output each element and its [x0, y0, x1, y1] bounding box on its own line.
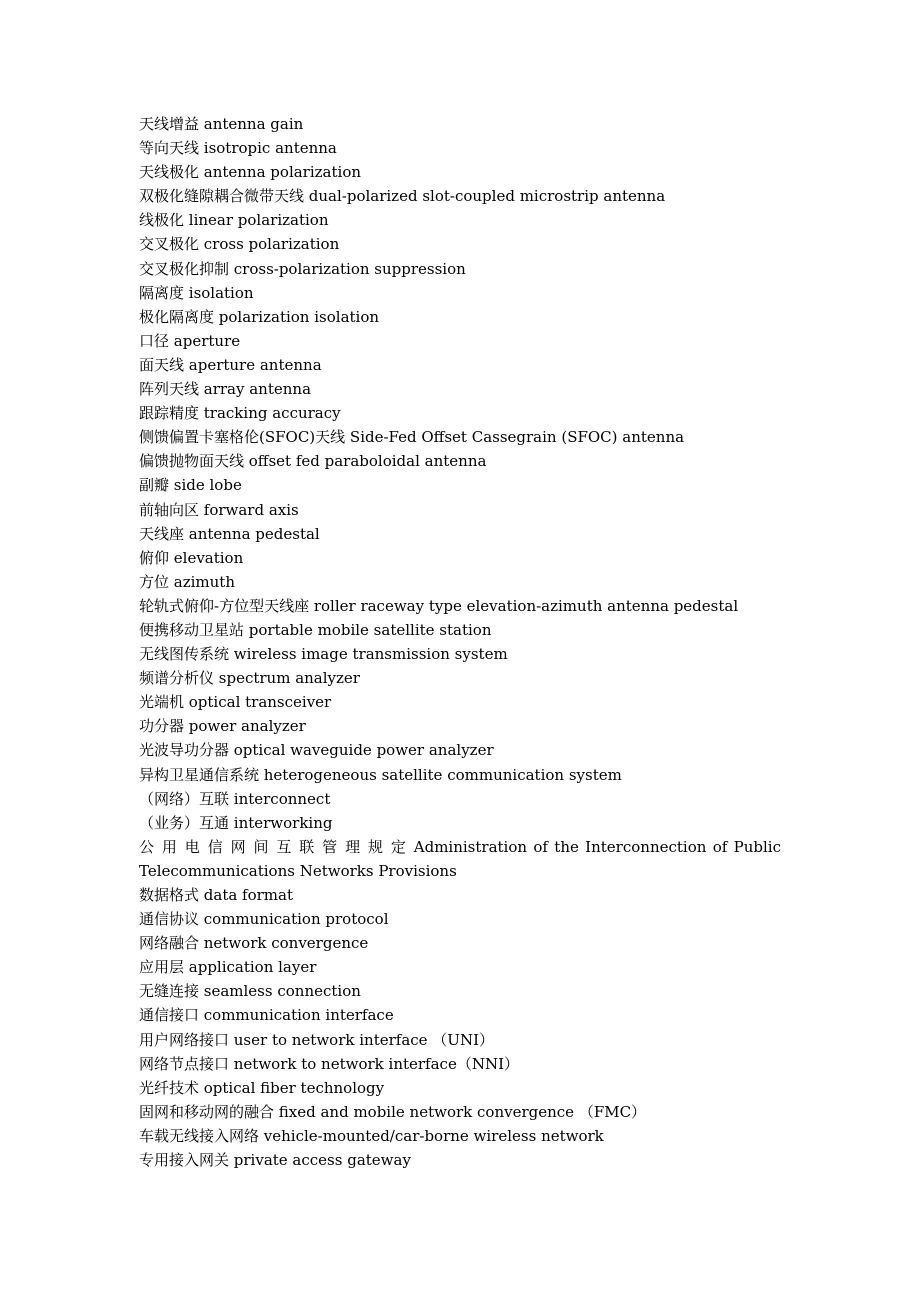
glossary-entry: 通信协议 communication protocol [139, 910, 389, 929]
glossary-entry: 等向天线 isotropic antenna [139, 139, 337, 158]
glossary-entry: 无缝连接 seamless connection [139, 982, 361, 1001]
glossary-entry: 专用接入网关 private access gateway [139, 1151, 411, 1170]
glossary-entry: 光波导功分器 optical waveguide power analyzer [139, 741, 494, 760]
glossary-entry: 网络融合 network convergence [139, 934, 369, 953]
glossary-entry: 线极化 linear polarization [139, 211, 329, 230]
glossary-entry: 固网和移动网的融合 fixed and mobile network convergence （FMC） [139, 1102, 647, 1121]
glossary-entry: 侧馈偏置卡塞格伦(SFOC)天线 Side-Fed Offset Cassegrain (SFOC) antenna [139, 428, 685, 447]
glossary-entry: 双极化缝隙耦合微带天线 dual-polarized slot-coupled microstrip antenna [139, 187, 666, 206]
glossary-entry: 天线增益 antenna gain [139, 115, 304, 133]
glossary-list [139, 112, 781, 1172]
glossary-entry: 便携移动卫星站 portable mobile satellite station [139, 620, 492, 639]
glossary-entry: 交叉极化抑制 cross-polarization suppression [139, 259, 466, 278]
glossary-entry: 隔离度 isolation [139, 283, 254, 302]
glossary-entry: 光纤技术 optical fiber technology [139, 1078, 385, 1097]
glossary-entry: 口径 aperture [139, 331, 241, 350]
glossary-entry: 数据格式 data format [139, 886, 293, 904]
glossary-entry: 天线座 antenna pedestal [139, 524, 320, 543]
glossary-entry: （业务）互通 interworking [139, 813, 333, 832]
glossary-entry: 轮轨式俯仰-方位型天线座 roller raceway type elevation-azimuth antenna pedestal [139, 596, 739, 615]
glossary-entry: 面天线 aperture antenna [139, 355, 322, 374]
glossary-entry: 极化隔离度 polarization isolation [139, 307, 380, 326]
glossary-entry: 频谱分析仪 spectrum analyzer [139, 669, 360, 688]
glossary-entry: 无线图传系统 wireless image transmission system [139, 645, 508, 664]
glossary-entry: 应用层 application layer [139, 958, 317, 977]
glossary-entry: 跟踪精度 tracking accuracy [139, 404, 341, 423]
glossary-entry: 用户网络接口 user to network interface （UNI） [139, 1030, 494, 1049]
glossary-entry: 前轴向区 forward axis [139, 500, 299, 519]
glossary-entry: 副瓣 side lobe [139, 476, 242, 495]
glossary-entry: 网络节点接口 network to network interface（NNI） [139, 1054, 520, 1073]
glossary-entry: 俯仰 elevation [139, 548, 244, 567]
glossary-entry: 方位 azimuth [139, 572, 235, 591]
glossary-entry-long-continuation: Telecommunications Networks Provisions [139, 861, 457, 880]
glossary-entry: 光端机 optical transceiver [139, 693, 332, 712]
glossary-entry: （网络）互联 interconnect [139, 789, 331, 808]
glossary-entry: 偏馈抛物面天线 offset fed paraboloidal antenna [139, 452, 487, 471]
glossary-entry: 通信接口 communication interface [139, 1006, 394, 1025]
glossary-entry: 功分器 power analyzer [139, 717, 306, 736]
glossary-entry: 天线极化 antenna polarization [139, 163, 362, 182]
glossary-entry-long: 公 用 电 信 网 间 互 联 管 理 规 定 Administration of the Interconnection of Public [139, 837, 781, 856]
glossary-entry: 阵列天线 array antenna [139, 380, 312, 399]
glossary-entry: 交叉极化 cross polarization [139, 235, 340, 254]
glossary-entry: 车载无线接入网络 vehicle-mounted/car-borne wireless network [139, 1126, 604, 1145]
glossary-entry: 异构卫星通信系统 heterogeneous satellite communication system [139, 765, 622, 784]
